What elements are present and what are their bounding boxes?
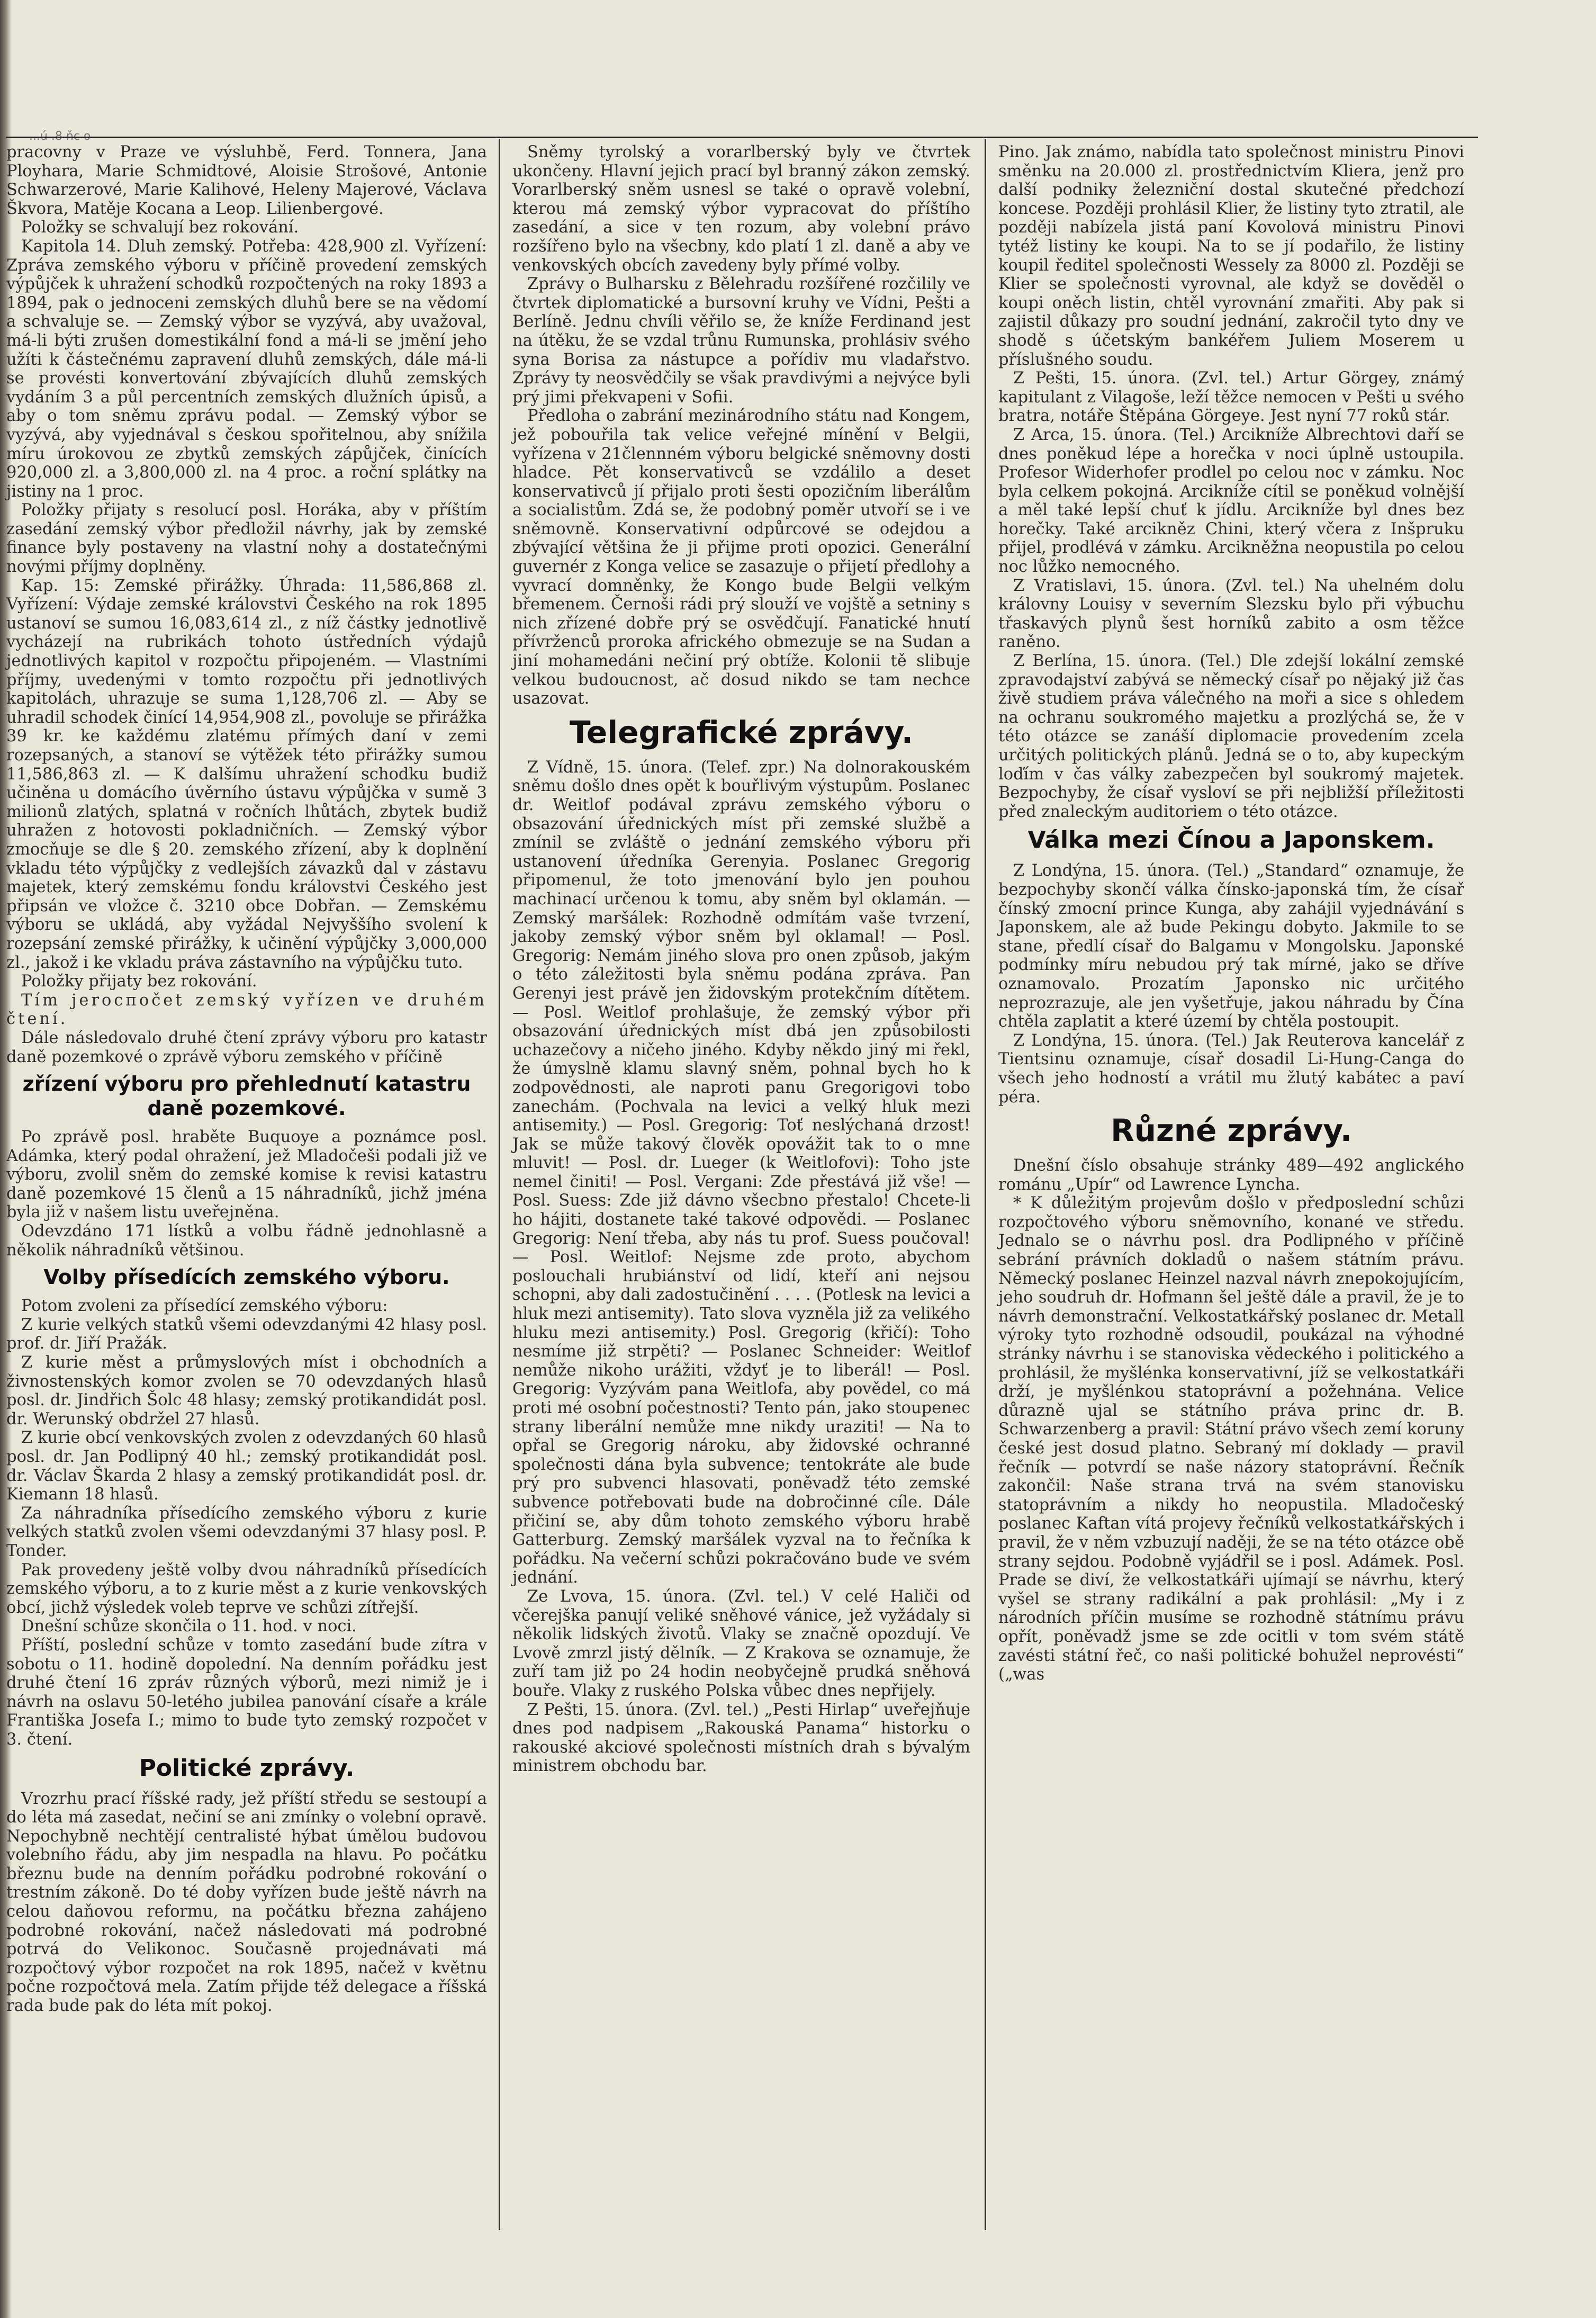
col2-p2: Zprávy o Bulharsku z Bělehradu rozšířené rozčilily ve čtvrtek diplomatické a bursovní kruhy ve Vídni, Pešti a Berlíně. Jednu chvíli věřilo se, že kníže Ferdinand jest na útěku, že se vzdal trůnu Rumunska, prohlásiv svého syna Borisa za nástupce a pořídiv mu vladařstvo. Zprávy ty neosvědčily se však pravdivými a nejvýce byli prý jimi překvapeni v Sofii. (512, 275, 970, 407)
col3-p4: Z Vratislavi, 15. února. (Zvl. tel.) Na uhelném dolu královny Louisy v severním Slezsku bylo při výbuchu třaskavých plynů šest horníků zabito a osm těžce raněno. (998, 576, 1464, 652)
col1-p18: Příští, poslední schůze v tomto zasedání bude zítra v sobotu o 11. hodině dopolední. Na denním pořádku jest druhé čtení 16 zpráv různých výborů, mezi nimiž je i návrh na oslavu 50-letého jubilea panování císaře a krále Františka Josefa I.; mimo to bude tyto zemský rozpočet v 3. čtení. (6, 1636, 487, 1749)
col1-heading-katastr: zřízení výboru pro přehlednutí katastru daně pozemkové. (22, 1072, 471, 1120)
top-rule (6, 137, 1478, 138)
col1-p2: Položky se schvalují bez rokování. (21, 218, 299, 237)
column-divider-1 (499, 139, 500, 2230)
col2-heading-telegraficke: Telegrafické zprávy. (570, 714, 913, 750)
col1-p5: Kap. 15: Zemské přirážky. Úhrada: 11,586,868 zl. Vyřízení: Výdaje zemské královstvi Českého na rok 1895 ustanoví se sumou 16,083,614 zl., z níž částky jednotlivě vycházejí na rubrikách tohoto ústředních výdajů jednotlivých kapitol v rozpočtu připojeném. — Vlastními příjmy, uvedenými v tomto rozpočtu při jednotlivých kapitolách, uhrazuje se suma 1,128,706 zl. — Aby se uhradil schodek činící 14,954,908 zl., povoluje se přirážka 39 kr. ke každému zlatému přímých daní v zemi rozepsaných, a stanoví se výtěžek této přirážky sumou 11,586,863 zl. — K dalšímu uhražení schodku budiž učiněna u domácího úvěrního ústavu výpůjčka v sumě 3 milionů zlatých, splatná v ročních lhůtách, zbytek budiž uhražen z hotovosti pokladničních. — Zemský výbor zmocňuje se dle § 20. zemského zřízení, aby k doplnění vkladu této výpůjčky z vedlejších závazků dal v zástavu majetek, který zemskému fondu královstvi Českého jest připsán ve vložce č. 3210 obce Dobřan. — Zemskému výboru se ukládá, aby vyžádal Nejvyššího svolení k rozepsání zemské přirážky, k učinění výpůjčky 3,000,000 zl., jakož i ke vkladu práva zástavního na výpůjčku tuto. (6, 576, 487, 972)
col1-p14: Z kurie obcí venkovských zvolen z odevzdaných 60 hlasů posl. dr. Jan Podlipný 40 hl.; zemský protikandidát posl. dr. Václav Škarda 2 hlasy a zemský protikandidát posl. dr. Kiemann 18 hlasů. (6, 1428, 487, 1504)
column-2 (512, 143, 970, 1776)
col2-p1: Sněmy tyrolský a vorarlberský byly ve čtvrtek ukončeny. Hlavní jejich prací byl branný zákon zemský. Vorarlberský sněm usnesl se také o opravě volební, kterou má zemský výbor vypracovat do příštího zasedání, a sice v ten rozum, aby volební právo rozšířeno bylo na všecbny, kdo platí 1 zl. daně a aby ve venkovských obcích zavedeny byly přímé volby. (512, 143, 970, 275)
col3-p7: Z Londýna, 15. února. (Tel.) Jak Reuterova kancelář z Tientsinu oznamuje, císař dosadil Li-Hung-Canga do všech jeho hodností a vrátil mu žlutý kabátec a paví péra. (998, 1031, 1464, 1107)
col3-p2: Z Pešti, 15. února. (Zvl. tel.) Artur Görgey, známý kapitulant z Vilagoše, leží těžce nemocen v Pešti u svého bratra, notáře Štěpána Görgeye. Jest nyní 77 roků stár. (998, 369, 1464, 426)
col1-p16: Pak provedeny ještě volby dvou náhradníků přísedících zemského výboru, a to z kurie měst a z kurie venkovských obcí, jichž výsledek voleb teprve ve schůzi zítřejší. (6, 1560, 487, 1617)
col2-p6: Z Pešti, 15. února. (Zvl. tel.) „Pesti Hirlap“ uveřejňuje dnes pod nadpisem „Rakouská Panama“ historku o rakouské akciové společnosti místních drah s bývalým ministrem obchodu bar. (512, 1700, 970, 1776)
col1-p9: Po zprávě posl. hraběte Buquoye a poznámce posl. Adámka, který podal ohražení, jež Mladočeši podali již ve výboru, zvolil sněm do zemské komise k revisi katastru daně pozemkové 15 členů a 15 náhradníků, jichž jména byla již v našem listu uveřejněna. (6, 1128, 487, 1222)
col2-p4: Z Vídně, 15. února. (Telef. zpr.) Na dolnorakouském sněmu došlo dnes opět k bouřlivým výstupům. Poslanec dr. Weitlof podával zprávu zemského výboru o obsazování úřednických míst při zemské službě a zmínil se zvláště o jednání zemského výboru při ustanovení úředníka Gerenyia. Poslanec Gregorig připomenul, že toto jmenování bylo jen pouhou machinací určenou k tomu, aby sněm byl oklamán. — Zemský maršálek: Rozhodně odmítám vaše tvrzení, jakoby zemský výbor sněm byl oklamal! — Posl. Gregorig: Nemám jiného slova pro onen způsob, jakým o této záležitosti byla sněmu podána zpráva. Pan Gerenyi jest právě jen židovským protekčním dítětem. — Posl. Weitlof prohlašuje, že zemský výbor při obsazování úřednických míst dbá jen způsobilosti uchazečovy a ničeho jiného. Kdyby někdo jiný mi řekl, že úmyslně klamu slavný sněm, pohnal bych ho k zodpovědnosti, ale naproti panu Gregorigovi tobo zanechám. (Pochvala na levici a velký hluk mezi antisemity.) — Posl. Gregorig: Toť neslýchaná drzost! Jak se může takový člověk opovážit tak to o mne mluvit! — Posl. dr. Lueger (k Weitlofovi): Toho jste nemel činiti! — Posl. Vergani: Zde přestává již vše! — Posl. Suess: Zde již dávno všecbno přestalo! Chcete-li ho hájiti, dostanete také takové odpovědi. — Poslanec Gregorig: Není třeba, aby nás tu prof. Suess poučoval! — Posl. Weitlof: Nejsme zde proto, abychom poslouchali hrubiánství od lidí, kteří ani nejsou schopni, aby dali zadostučinění . . . . (Potlesk na levici a hluk mezi antisemity). Tato slova vyzněla již za velikého hluku mezi antisemity.) Posl. Gregorig (křičí): Toho nesmíme již strpěti? — Poslanec Schneider: Weitlof nemůže nikoho urážiti, vždyť je to liberál! — Posl. Gregorig: Vyzývám pana Weitlofa, aby povědel, co má proti mé osobní počestnosti? Tento pán, jako stoupenec strany liberální nemůže mne nikdy uraziti! — Na to opřal se Gregorig nároku, aby židovské ochranné společnosti dána byla subvence; tentokráte ale bude prý pro subvenci hlasovati, poněvadž této zemské subvence potřebovati bude na dobročinné cíle. Dále přičiní se, aby dům tohoto zemského výboru hrabě Gatterburg. Zemský maršálek vyzval na to řečníka k pořádku. Na večerní schůzi pokračováno bude ve svém jednání. (512, 758, 970, 1587)
col3-p5: Z Berlína, 15. února. (Tel.) Dle zdejší lokální zemské zpravodajství zabývá se německý císař po nějaký již čas živě studiem práva válečného na moři a sice s ohledem na ochranu soukromého majetku a prozlýchá se, že v této otázce se zanáší diplomacie provedením zcela určitých politických plánů. Jedná se o to, aby kupeckým loďím v čas války zabezpečen byl soukromý majetek. Bezpochyby, že císař vysloví se při nejbližší příležitosti před znaleckým auditoriem o této otázce. (998, 652, 1464, 821)
col3-heading-valka: Válka mezi Čínou a Japonskem. (1027, 826, 1435, 854)
col1-p15: Za náhradníka přísedícího zemského výboru z kurie velkých statků zvolen všemi odevzdanými 37 hlasy posl. P. Tonder. (6, 1504, 487, 1560)
column-1 (6, 143, 487, 2016)
col1-p11: Potom zvoleni za přísedící zemského výboru: (21, 1297, 388, 1316)
col1-heading-politicke: Politické zprávy. (139, 1754, 355, 1782)
column-3 (998, 143, 1464, 1684)
col1-p4: Položky přijaty s resolucí posl. Horáka, aby v příštím zasedání zemský výbor předložil návrhy, jak by zemské finance byly postaveny na vlastní nohy a dostatečnými novými příjmy doplněny. (6, 501, 487, 577)
col1-heading-volby: Volby přísedících zemského výboru. (43, 1265, 450, 1289)
column-divider-2 (985, 139, 986, 2230)
col1-p17: Dnešní schůze skončila o 11. hod. v noci. (21, 1617, 357, 1636)
col1-p3: Kapitola 14. Dluh zemský. Potřeba: 428,900 zl. Vyřízení: Zpráva zemského výboru v příčině provedení zemských výpůjček k uhražení schodků rozpočtených na roky 1893 a 1894, pak o jednoceni zemských dluhů bere se na vědomí a schvaluje se. — Zemský výbor se vyzývá, aby uvažoval, má-li býti zrušen domestikální fond a má-li se jmění jeho užíti k částečnému zapravení dluhů zemských, dále má-li se provésti konvertování zbývajících dluhů zemských vydáním 3 a půl percentních zemských dlužních úpisů, a aby o tom sněmu zprávu podal. — Zemský výbor se vyzývá, aby vyjednával s českou spořitelnou, aby snížila míru úrokovou ze zbytků zemských zápůjček, činících 920,000 zl. a 3,800,000 zl. na 4 proc. a roční splátky na jistiny na 1 proc. (6, 237, 487, 501)
col1-p8: Dále následovalo druhé čtení zprávy výboru pro katastr daně pozemkové o zprávě výboru zemského v příčině (6, 1028, 487, 1066)
col3-p8: Dnešní číslo obsahuje stránky 489—492 anglického románu „Upír“ od Lawrence Lyncha. (998, 1156, 1464, 1194)
col1-p1: pracovny v Praze ve výsluhbě, Ferd. Tonnera, Jana Ployhara, Marie Schmidtové, Aloisie Strošové, Antonie Schwarzerové, Marie Kalihové, Heleny Majerové, Václava Škvora, Matěje Kocana a Leop. Lilienbergové. (6, 143, 487, 218)
col2-p3: Předloha o zabrání mezinárodního státu nad Kongem, jež pobouřila tak velice veřejné mínění v Belgii, vyřízena v 21člennném výboru belgické sněmovny dosti hladce. Pět konservativců se vzdálilo a deset konservativců jí přijalo proti šesti opozičním liberálům a socialistům. Zdá se, že podobný poměr utvoří se i ve sněmovně. Konservativní odpůrcové se odejdou a zbývající většina že ji přijme proti opozici. Generální guvernér z Konga velice se zasazuje o přijetí předlohy a vyvrací domněnky, že Kongo bude Belgii velkým břemenem. Černoši rádi prý slouží ve vojště a setniny s nich zřízené dobře prý se osvědčují. Fanatické hnutí přívrženců proroka afrického obmezuje se na Sudan a jiní mohamedáni nečiní prý obtíže. Kolonii tě slibuje velkou budoucnost, ač dosud nikdo se tam nechce usazovat. (512, 407, 970, 708)
col1-p12: Z kurie velkých statků všemi odevzdanými 42 hlasy posl. prof. dr. Jiří Pražák. (6, 1315, 487, 1353)
col1-p19: Vrozrhu prací říšské rady, jež příští středu se sestoupí a do léta má zasedat, nečiní se ani zmínky o volební opravě. Nepochybně nechtějí centralisté hýbat úmělou budovou volebního řádu, aby jim nespadla na hlavu. Po počátku březnu bude na denním pořádku podrobné rokování o trestním zákoně. Do té doby vyřízen bude ještě návrh na celou daňovou reformu, na počátku března zahájeno podrobné rokování, načež následovati má podrobné potrvá do Velikonoc. Současně projednávati má rozpočtový výbor rozpočet na rok 1895, načež v květnu počne rozpočtová mela. Zatím přijde též delegace a říšská rada bude pak do léta mít pokoj. (6, 1789, 487, 2016)
col1-p10: Odevzdáno 171 lístků a volbu řádně jednohlasně a několik náhradníků většinou. (6, 1222, 487, 1260)
col1-p7: Tím jeroспоčet zemský vyřízen ve druhém čtení. (6, 991, 487, 1029)
col2-p5: Ze Lvova, 15. února. (Zvl. tel.) V celé Haliči od včerejška panují veliké sněhové vánice, jež vyžádaly si několik lidských životů. Vlaky se značně opozdují. Ve Lvově zmrzl jistý dělník. — Z Krakova se oznamuje, že zuří tam již po 24 hodin neobyčejně prudká sněhová bouře. Vlaky z ruského Polska vůbec dnes nepřijely. (512, 1587, 970, 1700)
col1-p13: Z kurie měst a průmyslových míst i obchodních a živnostenských komor zvolen se 70 odevzdaných hlasů posl. dr. Jindřich Šolc 48 hlasy; zemský protikandidát posl. dr. Werunský obdržel 27 hlasů. (6, 1353, 487, 1428)
col3-p9: * K důležitým projevům došlo v předposlední schůzi rozpočtového výboru sněmovního, konané ve středu. Jednalo se o návrhu posl. dra Podlipného v příčině sebrání právních dokladů o našem státním právu. Německý poslanec Heinzel nazval návrh znepokojujícím, jeho soudruh dr. Hofmann šel ještě dále a pravil, že je to návrh demonstrační. Velkostatkářský poslanec dr. Metall výroky tyto rozhodně odsoudil, poukázal na výhodné stránky návrhu i se stanoviska vědeckého i politického a prohlásil, že myšlénka konservativní, jíž se velkostatkáři drží, je myšlénkou statoprávní a požehnána. Velice důrazně ujal se státního práva princ dr. B. Schwarzenberg a pravil: Státní právo všech zemí koruny české jest dosud platno. Sebraný mí doklady — pravil řečník — potvrdí se naše názory statoprávní. Řečník zakončil: Naše strana trvá na svém stanovisku statoprávním a nikdy ho neopustila. Mladočeský poslanec Kaftan vítá projevy řečníků velkostatkářských i pravil, že v něm vzbuzují naději, že se na této otázce obě strany sejdou. Podobně vyjádřil se i posl. Adámek. Posl. Prade se diví, že velkostatkáři ujímají se návrhu, který vyšel se strany radikální a pak prohlásil: „My i z národních příčin musíme se rozhodně státnímu právu opřít, poněvadž jsme se zde ocitli v tom svém státě zavésti státní řeč, co naši politické bohužel neprovésti“ („was (998, 1194, 1464, 1684)
col3-p3: Z Arca, 15. února. (Tel.) Arcikníže Albrechtovi daří se dnes poněkud lépe a horečka v noci úplně ustoupila. Profesor Widerhofer prodlel po celou noc v zámku. Noc byla celkem pokojná. Arcikníže cítil se poněkud volnější a měl také lepší chuť k jídlu. Arcikníže byl dnes bez horečky. Také arcikněz Chini, který včera z Inšpruku přijel, prodlévá v zámku. Arcikněžna neopustila po celou noc lůžko nemocného. (998, 425, 1464, 577)
col3-p6: Z Londýna, 15. února. (Tel.) „Standard“ oznamuje, že bezpochyby skončí válka čínsko-japonská tím, že císař čínský zmocní prince Kunga, aby zahájil vyjednávání s Japonskem, ale až bude Pekingu dobyto. Jakmile to se stane, předlí císař do Balgamu v Mongolsku. Japonské podmínky míru nebudou prý tak mírné, jako se dříve oznamovalo. Prozatím Japonsko nic určitého neprozrazuje, ale jen vyšetřuje, jakou náhradu by Čína chtěla zaplatit a které území by chtěla postoupit. (998, 861, 1464, 1031)
col3-p1: Pino. Jak známo, nabídla tato společnost ministru Pinovi směnku na 20.000 zl. prostřednictvím Kliera, jenž pro další podniky železniční dostal skutečné předchozí koncese. Později prohlásil Klier, že listiny tyto ztratil, ale později nabízela jistá paní Kovolová ministru Pinovi tytéž listiny ke koupi. Na to se jí podařilo, že listiny koupil ředitel společnosti Wessely za 8000 zl. Později se Klier se společnosti vyrovnal, ale když se dověděl o koupi oněch listin, chtěl vyrovnání zmařiti. Aby pak si zajistil důkazy pro soudní jednání, zakročil tyto dny ve shodě s účetským bankéřem Juliem Moserem u příslušného soudu. (998, 143, 1464, 369)
col3-heading-ruzne: Různé zprávy. (1111, 1112, 1352, 1149)
col1-p6: Položky přijaty bez rokování. (21, 972, 257, 991)
